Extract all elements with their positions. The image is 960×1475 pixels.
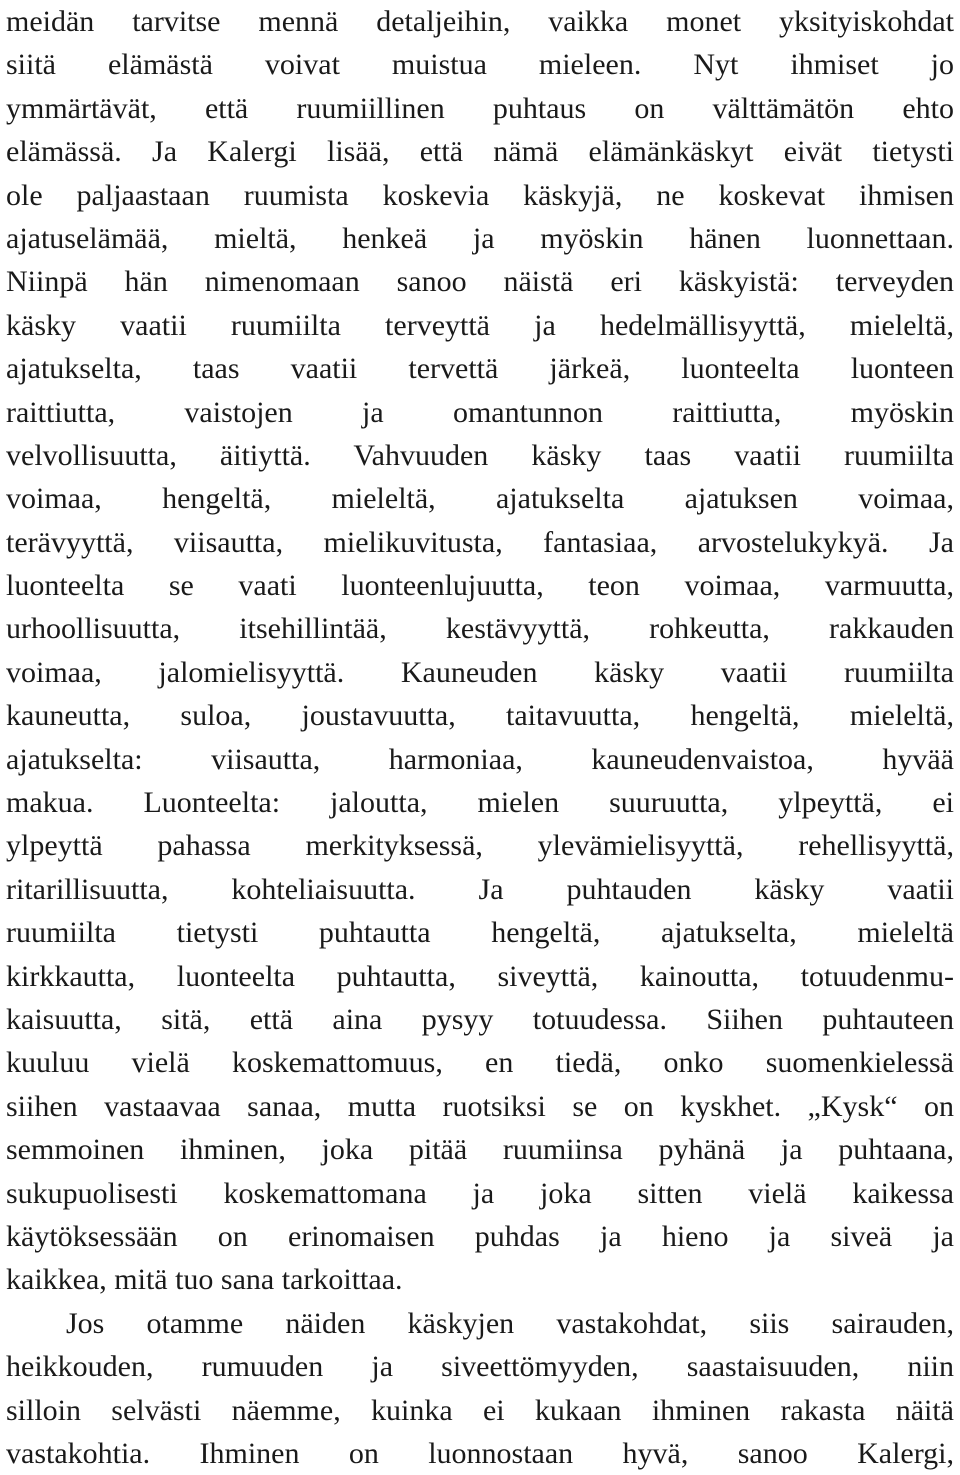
- text-line: ylpeyttä pahassa merkityksessä, ylevämielisyyttä, rehellisyyttä,: [6, 829, 954, 863]
- text-line: Niinpä hän nimenomaan sanoo näistä eri käskyistä: terveyden: [6, 265, 954, 299]
- text-line: käsky vaatii ruumiilta terveyttä ja hedelmällisyyttä, mieleltä,: [6, 308, 954, 342]
- text-line: siitä elämästä voivat muistua mieleen. Nyt ihmiset jo: [6, 48, 954, 82]
- text-line: semmoinen ihminen, joka pitää ruumiinsa pyhänä ja puhtaana,: [6, 1133, 954, 1167]
- document-page: [6, 0, 954, 1475]
- text-line: kirkkautta, luonteelta puhtautta, siveyttä, kainoutta, totuudenmu-: [6, 959, 954, 993]
- text-line: urhoollisuutta, itsehillintää, kestävyyttä, rohkeutta, rakkauden: [6, 612, 954, 646]
- text-line: ymmärtävät, että ruumiillinen puhtaus on välttämätön ehto: [6, 91, 954, 125]
- text-line: meidän tarvitse mennä detaljeihin, vaikka monet yksityiskohdat: [6, 5, 954, 38]
- paragraph-1: [6, 0, 954, 1302]
- text-line: ajatukselta, taas vaatii tervettä järkeä, luonteelta luonteen: [6, 352, 954, 386]
- text-line: kaisuutta, sitä, että aina pysyy totuudessa. Siihen puhtauteen: [6, 1002, 954, 1036]
- text-line: kaikkea, mitä tuo sana tarkoittaa.: [6, 1263, 403, 1297]
- text-line: sukupuolisesti koskemattomana ja joka sitten vielä kaikessa: [6, 1176, 954, 1210]
- text-line: heikkouden, rumuuden ja siveettömyyden, saastaisuuden, niin: [6, 1350, 954, 1384]
- text-line: vastakohtia. Ihminen on luonnostaan hyvä, sanoo Kalergi,: [6, 1436, 954, 1470]
- text-line: ole paljaastaan ruumista koskevia käskyjä, ne koskevat ihmisen: [6, 178, 954, 212]
- text-line: kuuluu vielä koskemattomuus, en tiedä, onko suomenkielessä: [6, 1046, 954, 1080]
- text-line: velvollisuutta, äitiyttä. Vahvuuden käsky taas vaatii ruumiilta: [6, 438, 954, 472]
- text-line: silloin selvästi näemme, kuinka ei kukaan ihminen rakasta näitä: [6, 1393, 954, 1427]
- text-line: raittiutta, vaistojen ja omantunnon raittiutta, myöskin: [6, 395, 954, 429]
- text-line: käytöksessään on erinomaisen puhdas ja hieno ja siveä ja: [6, 1219, 954, 1253]
- text-line: kauneutta, suloa, joustavuutta, taitavuutta, hengeltä, mieleltä,: [6, 699, 954, 733]
- text-line: elämässä. Ja Kalergi lisää, että nämä elämänkäskyt eivät tietysti: [6, 135, 954, 169]
- text-line: ruumiilta tietysti puhtautta hengeltä, ajatukselta, mieleltä: [6, 916, 954, 950]
- text-line: siihen vastaavaa sanaa, mutta ruotsiksi se on kyskhet. „Kysk“ on: [6, 1089, 954, 1123]
- text-line: voimaa, hengeltä, mieleltä, ajatukselta ajatuksen voimaa,: [6, 482, 954, 516]
- text-line: luonteelta se vaati luonteenlujuutta, teon voimaa, varmuutta,: [6, 569, 954, 603]
- text-line: Jos otamme näiden käskyjen vastakohdat, siis sairauden,: [66, 1306, 954, 1340]
- text-line: ajatukselta: viisautta, harmoniaa, kauneudenvaistoa, hyvää: [6, 742, 954, 776]
- text-line: ritarillisuutta, kohteliaisuutta. Ja puhtauden käsky vaatii: [6, 872, 954, 906]
- text-line: makua. Luonteelta: jaloutta, mielen suuruutta, ylpeyttä, ei: [6, 786, 954, 820]
- paragraph-2: [6, 1302, 954, 1475]
- text-line: terävyyttä, viisautta, mielikuvitusta, fantasiaa, arvostelukykyä. Ja: [6, 525, 954, 559]
- text-line: voimaa, jalomielisyyttä. Kauneuden käsky vaatii ruumiilta: [6, 655, 954, 689]
- text-line: ajatuselämää, mieltä, henkeä ja myöskin hänen luonnettaan.: [6, 221, 954, 255]
